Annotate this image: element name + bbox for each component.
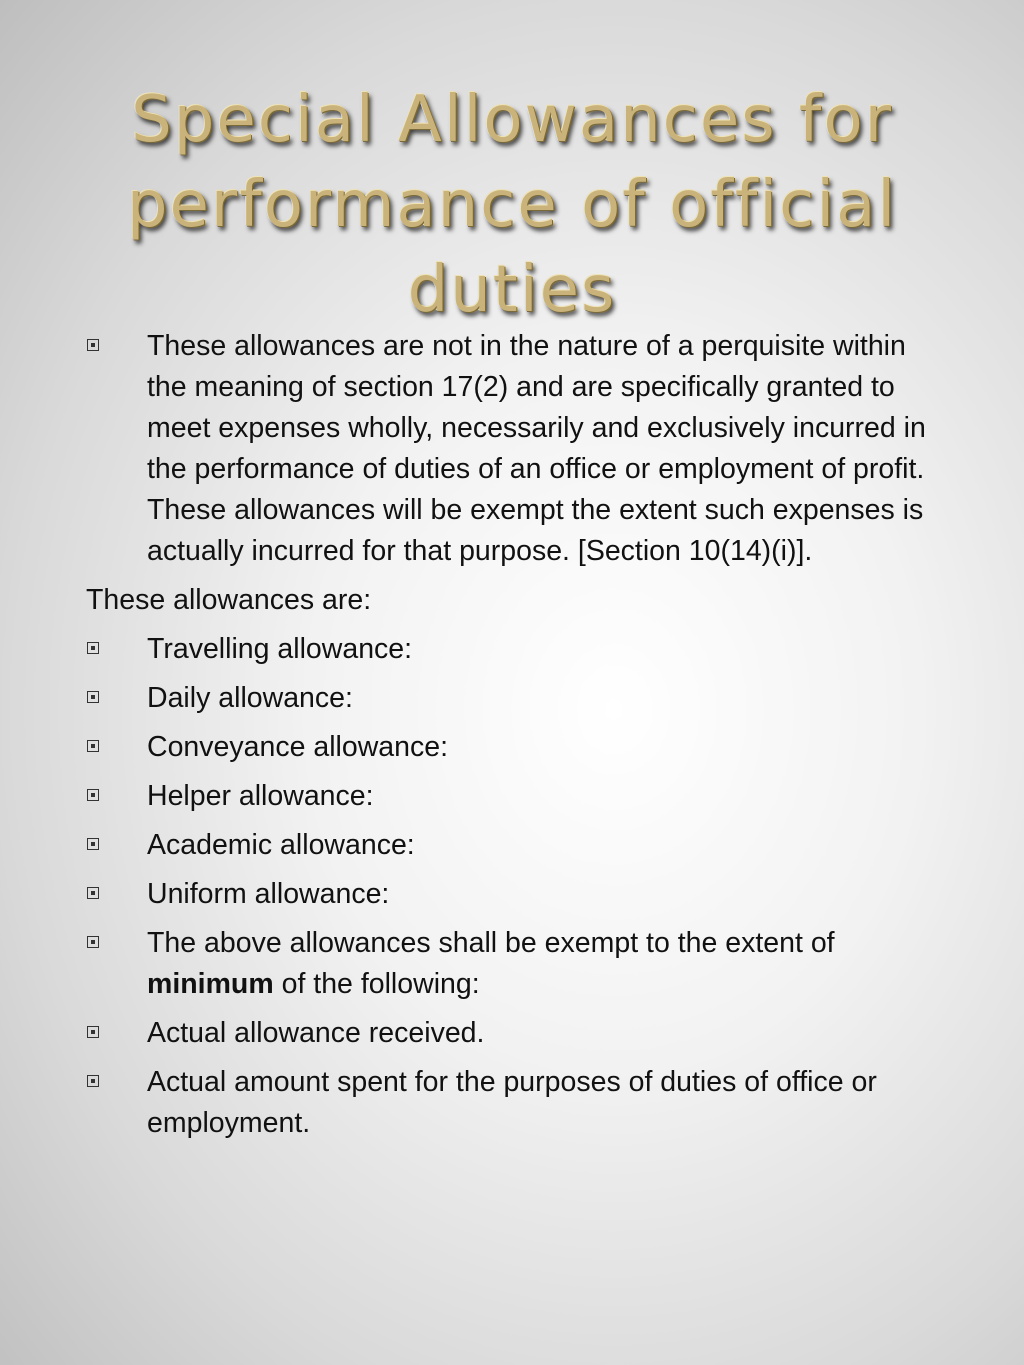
slide-title: [60, 78, 964, 333]
bullet-item-conveyance: [86, 727, 946, 768]
allowance-label: Helper allowance:: [147, 780, 374, 812]
allowance-label: Conveyance allowance:: [147, 731, 449, 763]
bullet-item-academic: [86, 825, 946, 866]
bullet-item-helper: [86, 776, 946, 817]
bullet-item-intro: [86, 326, 946, 572]
exemption-text-after: of the following:: [273, 968, 480, 1000]
square-bullet-icon: [87, 1026, 99, 1038]
allowance-label: Daily allowance:: [147, 682, 353, 714]
square-bullet-icon: [87, 1075, 99, 1087]
list-heading-text: These allowances are:: [86, 584, 372, 616]
square-bullet-icon: [87, 691, 99, 703]
title-line-3: duties: [407, 253, 617, 327]
square-bullet-icon: [87, 838, 99, 850]
condition-text: Actual amount spent for the purposes of duties of office or employment.: [147, 1066, 877, 1139]
bullet-item-actual-spent: [86, 1062, 946, 1144]
bullet-item-actual-received: [86, 1013, 946, 1054]
square-bullet-icon: [87, 887, 99, 899]
allowance-label: Academic allowance:: [147, 829, 415, 861]
slide-body: [86, 326, 946, 1152]
intro-text: These allowances are not in the nature of a perquisite within the meaning of section 17(2) and are specifically granted to meet expenses wholly, necessarily and exclusively incurred in the performance of duties of an office or employment of profit. These allowances will be exempt the extent such expenses is actually incurred for that purpose. [Section 10(14)(i)].: [147, 330, 926, 567]
bullet-item-exemption: [86, 923, 946, 1005]
allowance-label: Uniform allowance:: [147, 878, 390, 910]
square-bullet-icon: [87, 936, 99, 948]
condition-text: Actual allowance received.: [147, 1017, 485, 1049]
square-bullet-icon: [87, 740, 99, 752]
list-heading: [86, 580, 946, 621]
square-bullet-icon: [87, 642, 99, 654]
title-line-1: Special Allowances for: [131, 83, 893, 157]
exemption-text-before: The above allowances shall be exempt to the extent of: [147, 927, 835, 959]
square-bullet-icon: [87, 339, 99, 351]
exemption-emphasis: minimum: [147, 968, 274, 1000]
square-bullet-icon: [87, 789, 99, 801]
bullet-item-daily: [86, 678, 946, 719]
allowance-label: Travelling allowance:: [147, 633, 413, 665]
title-line-2: performance of official: [126, 168, 898, 242]
bullet-item-uniform: [86, 874, 946, 915]
bullet-item-travelling: [86, 629, 946, 670]
